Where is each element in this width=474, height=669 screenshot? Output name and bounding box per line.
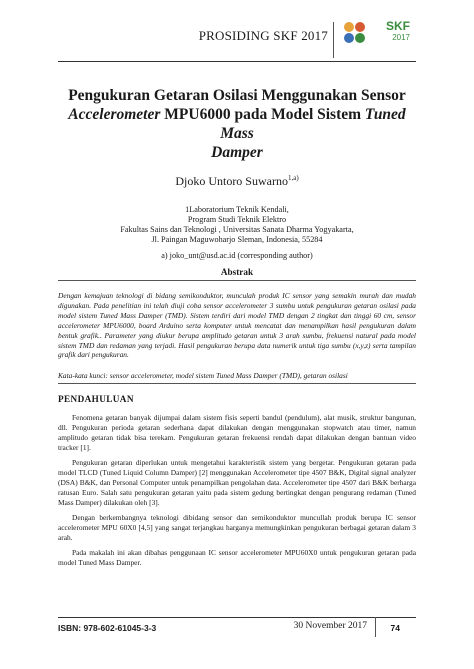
header-divider (333, 22, 334, 58)
author-name: Djoko Untoro Suwarno (175, 174, 288, 188)
footer-divider (375, 617, 376, 637)
corresponding-email: a) joko_unt@usd.ac.id (corresponding author) (161, 251, 313, 260)
header-rule (58, 61, 416, 62)
footer-date: 30 November 2017 (293, 621, 367, 631)
title-italic-term-2: Tuned Mass (220, 106, 406, 142)
paragraph: Fenomena getaran banyak dijumpai dalam sistem fisis seperti bandul (pendulum), alat musik, struktur bangunan, dll. Pengukuran perioda getaran sederhana dapat dilakukan dengan menggunakan stopwatch atau timer, namun amplitudo getaran tidak bisa terekam. Pengukuran getaran frekuensi rendah dapat dilakukan dengan bantuan video tracker [1]. (58, 413, 416, 452)
affiliation-line: Jl. Paingan Maguwoharjo Sleman, Indonesia, 55284 (151, 235, 323, 244)
logo-text: SKF (386, 19, 410, 33)
abstract-text: Dengan kemajuan teknologi di bidang semikonduktor, munculah produk IC sensor yang semakin murah dan mudah digunakan. Pada penelitian ini telah diuji coba sensor accelerometer 3 sumbu untuk pengukuran getaran osilasi pada model sistem Tuned Mass Damper (TMD). Sistem terdiri dari model TMD dengan 2 tingkat dan tinggi 60 cm, sensor accelerometer MPU6000, board Arduino serta komputer untuk mencatat dan menampilkan hasil pengukuran dalam bentuk grafik.. Parameter yang diukur berupa amplitudo getaran untuk 3 arah sumbu, frekuensi natural pada model sistem TMD dan redaman yang terjadi. Hasil pengukuran berupa data numerik untuk tiga sumbu (x,y,z) serta tampilan grafik dari pengukuran. (58, 291, 416, 360)
affiliation-line: Program Studi Teknik Elektro (187, 215, 287, 224)
keywords-rule (58, 383, 416, 384)
paragraph: Pada makalah ini akan dibahas penggunaan IC sensor accelerometer MPU60X0 untuk pengukuran getaran pada model Tuned Mass Damper. (58, 548, 416, 568)
body-text (58, 413, 416, 574)
title-italic-term: Accelerometer (68, 106, 161, 123)
footer-rule (58, 617, 416, 618)
paragraph: Pengukuran getaran diperlukan untuk mengetahui karakteristik sistem yang bergetar. Pengukuran getaran pada model TLCD (Tuned Liquid Column Damper) [2] menggunakan Accelerometer tipe 4507 B&K, Digital signal analyzer (DSA) B&K, dan Personal Computer untuk penampilkan pengolahan data. Accelerometer tipe 4507 dari B&K berharga ratusan Euro. Salah satu pengukuran getaran yaitu pada sistem gedung bertingkat dengan pengurang redaman (Tuned Mass Damper) dilakukan oleh [3]. (58, 458, 416, 507)
title-line-2: MPU6000 pada Model Sistem (160, 106, 365, 123)
isbn: ISBN: 978-602-61045-3-3 (58, 623, 157, 633)
logo-year: 2017 (392, 33, 410, 42)
keywords: Kata-kata kunci: sensor accelerometer, model sistem Tuned Mass Damper (TMD), getaran osilasi (58, 371, 348, 380)
section-heading: PENDAHULUAN (58, 394, 134, 404)
page-number: 74 (390, 623, 400, 633)
running-title: PROSIDING SKF 2017 (198, 28, 328, 43)
page-header (58, 14, 416, 64)
author-line (60, 174, 414, 189)
paragraph: Dengan berkembangnya teknologi dibidang sensor dan semikonduktor muncullah produk berupa IC sensor accelerometer MPU 60X0 [4,5] yang sangat terjangkau harganya memungkinkan pengukuran berbagai getaran dalam 3 arah. (58, 513, 416, 542)
author-affil-marker: 1,a) (287, 174, 299, 182)
paper-title (60, 86, 414, 162)
abstract-heading: Abstrak (220, 267, 254, 277)
affiliation (60, 205, 414, 245)
title-line-1: Pengukuran Getaran Osilasi Menggunakan Sensor (68, 87, 406, 104)
affiliation-line: 1Laboratorium Teknik Kendali, (185, 205, 289, 214)
title-line-3: Damper (211, 144, 263, 161)
abstract-rule (58, 280, 416, 281)
affiliation-line: Fakultas Sains dan Teknologi , Universitas Sanata Dharma Yogyakarta, (120, 225, 354, 234)
conference-logo-icon (340, 18, 376, 58)
